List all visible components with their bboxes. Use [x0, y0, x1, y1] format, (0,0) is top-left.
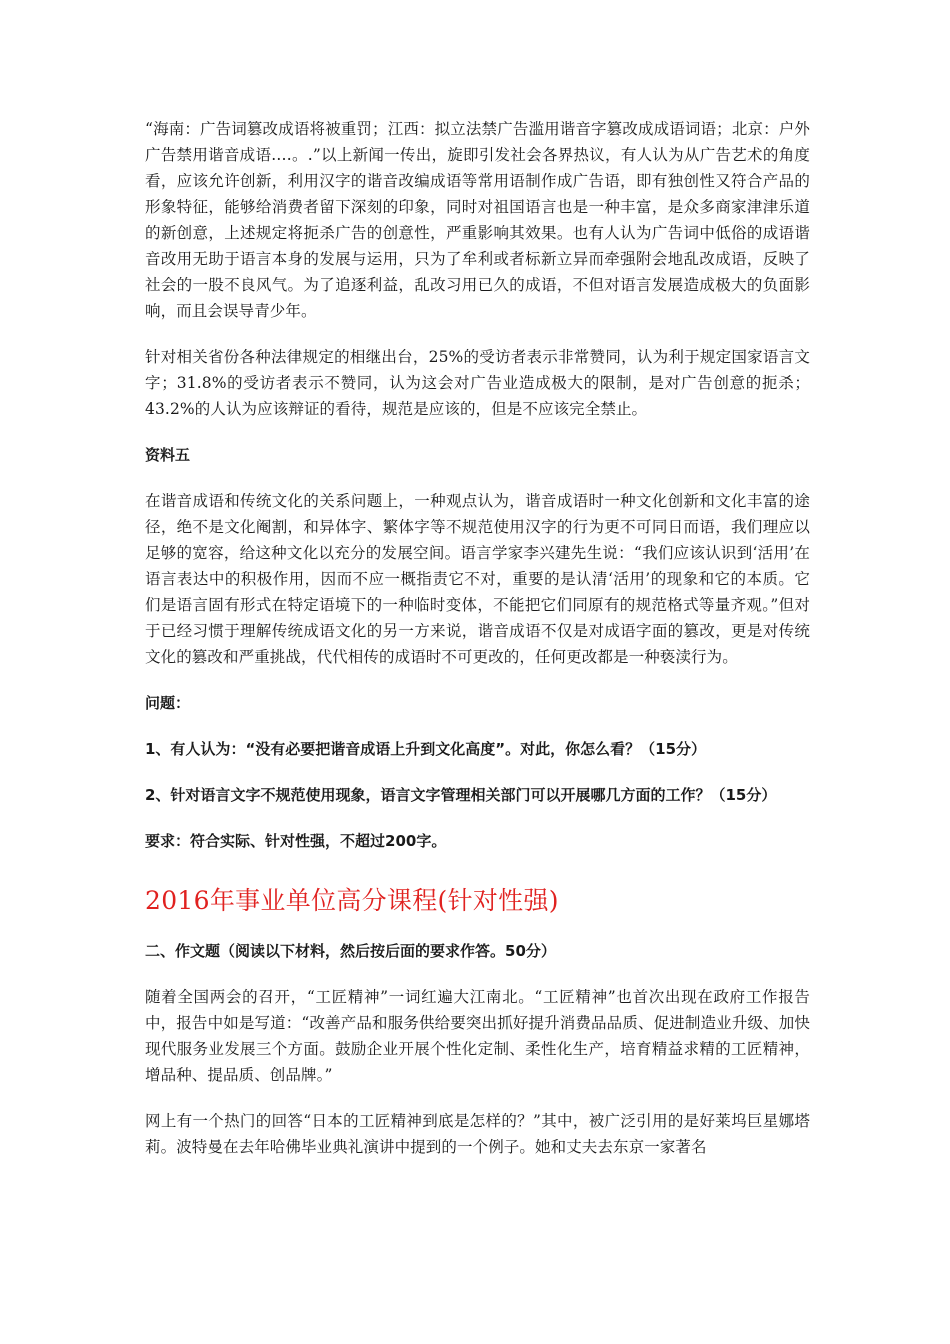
document-page [145, 116, 810, 1180]
requirement-line: 要求：符合实际、针对性强，不超过200字。 [145, 832, 447, 850]
material-paragraph-ad-news: “海南：广告词篡改成语将被重罚；江西：拟立法禁广告滥用谐音字篡改成成语词语；北京：户外广告禁用谐音成语.…。.”以上新闻一传出，旋即引发社会各界热议，有人认为从广告艺术的角度看，应该允许创新，利用汉字的谐音改编成语等常用语制作成广告语，即有独创性又符合产品的形象特征，能够给消费者留下深刻的印象，同时对祖国语言也是一种丰富，是众多商家津津乐道的新创意，上述规定将扼杀广告的创意性，严重影响其效果。也有人认为广告词中低俗的成语谐音改用无助于语言本身的发展与运用，只为了牟利或者标新立异而牵强附会地乱改成语，反映了社会的一股不良风气。为了追逐利益，乱改习用已久的成语，不但对语言发展造成极大的负面影响，而且会误导青少年。 [145, 120, 810, 320]
essay-heading: 二、作文题（阅读以下材料，然后按后面的要求作答。50分） [145, 942, 556, 960]
questions-heading: 问题： [145, 694, 191, 712]
material-paragraph-survey: 针对相关省份各种法律规定的相继出台，25%的受访者表示非常赞同，认为利于规定国家语言文字；31.8%的受访者表示不赞同，认为这会对广告业造成极大的限制，是对广告创意的扼杀；43.2%的人认为应该辩证的看待，规范是应该的，但是不应该完全禁止。 [145, 348, 810, 418]
course-ad-title: 2016年事业单位高分课程(针对性强) [145, 886, 559, 915]
material-paragraph-culture: 在谐音成语和传统文化的关系问题上，一种观点认为，谐音成语时一种文化创新和文化丰富的途径，绝不是文化阉割，和异体字、繁体字等不规范使用汉字的行为更不可同日而语，我们理应以足够的宽容，给这种文化以充分的发展空间。语言学家李兴建先生说：“我们应该认识到‘活用’在语言表达中的积极作用，因而不应一概指责它不对，重要的是认清‘活用’的现象和它的本质。它们是语言固有形式在特定语境下的一种临时变体，不能把它们同原有的规范格式等量齐观。”但对于已经习惯于理解传统成语文化的另一方来说，谐音成语不仅是对成语字面的篡改，更是对传统文化的篡改和严重挑战，代代相传的成语时不可更改的，任何更改都是一种亵渎行为。 [145, 492, 810, 666]
material-five-heading: 资料五 [145, 446, 191, 464]
question-two: 2、针对语言文字不规范使用现象，语言文字管理相关部门可以开展哪几方面的工作？（15分） [145, 786, 777, 804]
essay-paragraph-example: 网上有一个热门的回答“日本的工匠精神到底是怎样的？”其中，被广泛引用的是好莱坞巨星娜塔莉。波特曼在去年哈佛毕业典礼演讲中提到的一个例子。她和丈夫去东京一家著名 [145, 1112, 810, 1156]
question-one: 1、有人认为：“没有必要把谐音成语上升到文化高度”。对此，你怎么看？（15分） [145, 740, 707, 758]
essay-paragraph-craftsman: 随着全国两会的召开，“工匠精神”一词红遍大江南北。“工匠精神”也首次出现在政府工作报告中，报告中如是写道：“改善产品和服务供给要突出抓好提升消费品品质、促进制造业升级、加快现代服务业发展三个方面。鼓励企业开展个性化定制、柔性化生产，培育精益求精的工匠精神，增品种、提品质、创品牌。” [145, 988, 810, 1084]
